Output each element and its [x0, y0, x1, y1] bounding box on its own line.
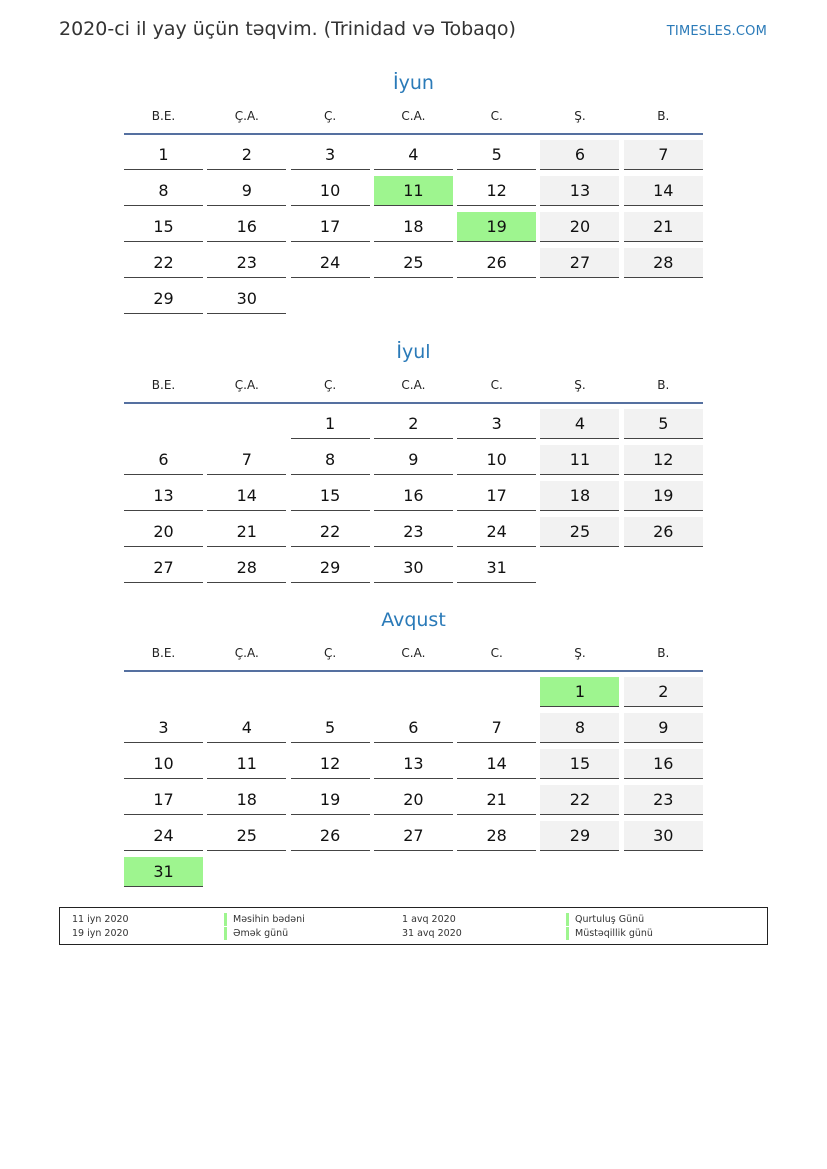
weekday-label: Ç.A. — [234, 646, 259, 660]
day-cell: 4 — [374, 140, 453, 170]
day-cell: 14 — [207, 481, 286, 511]
day-cell: 21 — [624, 212, 703, 242]
day-cell: 14 — [457, 749, 536, 779]
day-cell: 15 — [540, 749, 619, 779]
weekday-label: Ç.A. — [234, 378, 259, 392]
day-cell: 21 — [457, 785, 536, 815]
day-cell: 26 — [624, 517, 703, 547]
weekday-label: B.E. — [151, 378, 176, 392]
day-cell: 8 — [291, 445, 370, 475]
empty-cell — [124, 677, 203, 707]
day-cell: 19 — [291, 785, 370, 815]
day-cell: 13 — [124, 481, 203, 511]
day-cell: 14 — [624, 176, 703, 206]
weekday-label: Ş. — [574, 109, 586, 123]
legend-holiday-name: Müstəqillik günü — [566, 927, 653, 940]
empty-cell — [207, 409, 286, 439]
weekday-header — [124, 375, 703, 404]
holiday-day-cell: 11 — [374, 176, 453, 206]
empty-cell — [291, 677, 370, 707]
day-cell: 11 — [207, 749, 286, 779]
day-cell: 28 — [207, 553, 286, 583]
weekday-label: C. — [490, 646, 503, 660]
legend-holiday-name: Əmək günü — [224, 927, 288, 940]
weekday-label: C.A. — [401, 646, 426, 660]
day-cell: 23 — [624, 785, 703, 815]
legend-holiday-name: Qurtuluş Günü — [566, 913, 644, 926]
day-cell: 27 — [374, 821, 453, 851]
weekday-label: Ç. — [323, 378, 337, 392]
day-cell: 29 — [291, 553, 370, 583]
day-cell: 30 — [207, 284, 286, 314]
legend-date: 1 avq 2020 — [402, 914, 456, 925]
weekday-label: C.A. — [401, 378, 426, 392]
day-cell: 8 — [540, 713, 619, 743]
day-cell: 2 — [207, 140, 286, 170]
day-cell: 25 — [540, 517, 619, 547]
day-cell: 5 — [291, 713, 370, 743]
day-cell: 7 — [457, 713, 536, 743]
day-cell: 4 — [207, 713, 286, 743]
day-cell: 24 — [124, 821, 203, 851]
day-cell: 4 — [540, 409, 619, 439]
day-cell: 20 — [124, 517, 203, 547]
day-cell: 26 — [457, 248, 536, 278]
month-name: İyul — [396, 341, 431, 363]
day-cell: 6 — [374, 713, 453, 743]
day-cell: 18 — [540, 481, 619, 511]
day-cell: 1 — [291, 409, 370, 439]
day-cell: 17 — [124, 785, 203, 815]
weekday-label: B. — [657, 378, 670, 392]
day-grid — [124, 140, 703, 320]
day-cell: 29 — [540, 821, 619, 851]
day-cell: 6 — [540, 140, 619, 170]
day-cell: 21 — [207, 517, 286, 547]
day-cell: 16 — [374, 481, 453, 511]
day-cell: 9 — [374, 445, 453, 475]
site-link[interactable]: TIMESLES.COM — [666, 24, 767, 39]
day-cell: 15 — [291, 481, 370, 511]
day-cell: 16 — [624, 749, 703, 779]
day-cell: 22 — [124, 248, 203, 278]
weekday-label: B. — [657, 109, 670, 123]
day-cell: 24 — [291, 248, 370, 278]
day-cell: 3 — [291, 140, 370, 170]
day-cell: 19 — [624, 481, 703, 511]
day-cell: 29 — [124, 284, 203, 314]
day-cell: 25 — [207, 821, 286, 851]
empty-cell — [207, 677, 286, 707]
day-cell: 30 — [374, 553, 453, 583]
legend-holiday-name: Məsihin bədəni — [224, 913, 305, 926]
day-cell: 7 — [207, 445, 286, 475]
weekday-header — [124, 106, 703, 135]
day-cell: 18 — [207, 785, 286, 815]
weekday-label: B.E. — [151, 109, 176, 123]
day-cell: 10 — [291, 176, 370, 206]
holiday-legend — [59, 907, 768, 945]
empty-cell — [457, 677, 536, 707]
day-cell: 27 — [124, 553, 203, 583]
day-cell: 20 — [540, 212, 619, 242]
day-cell: 5 — [624, 409, 703, 439]
day-cell: 17 — [457, 481, 536, 511]
weekday-label: C. — [490, 378, 503, 392]
day-cell: 22 — [540, 785, 619, 815]
day-cell: 2 — [624, 677, 703, 707]
day-cell: 23 — [207, 248, 286, 278]
day-cell: 25 — [374, 248, 453, 278]
day-cell: 27 — [540, 248, 619, 278]
day-cell: 30 — [624, 821, 703, 851]
day-cell: 12 — [457, 176, 536, 206]
day-cell: 22 — [291, 517, 370, 547]
day-cell: 9 — [207, 176, 286, 206]
day-cell: 23 — [374, 517, 453, 547]
day-cell: 28 — [457, 821, 536, 851]
day-cell: 9 — [624, 713, 703, 743]
legend-date: 31 avq 2020 — [402, 928, 462, 939]
month-name: Avqust — [381, 609, 446, 631]
month-name: İyun — [393, 72, 434, 94]
day-cell: 31 — [457, 553, 536, 583]
day-cell: 1 — [124, 140, 203, 170]
day-grid — [124, 677, 703, 893]
page-title: 2020-ci il yay üçün təqvim. (Trinidad və Tobaqo) — [59, 18, 516, 40]
weekday-label: Ç.A. — [234, 109, 259, 123]
day-cell: 11 — [540, 445, 619, 475]
weekday-label: B. — [657, 646, 670, 660]
day-cell: 3 — [457, 409, 536, 439]
day-cell: 16 — [207, 212, 286, 242]
day-cell: 12 — [291, 749, 370, 779]
day-cell: 17 — [291, 212, 370, 242]
weekday-header — [124, 643, 703, 672]
day-cell: 15 — [124, 212, 203, 242]
day-cell: 13 — [540, 176, 619, 206]
month-june — [124, 70, 703, 320]
day-cell: 12 — [624, 445, 703, 475]
empty-cell — [124, 409, 203, 439]
day-grid — [124, 409, 703, 589]
day-cell: 5 — [457, 140, 536, 170]
weekday-label: C.A. — [401, 109, 426, 123]
day-cell: 8 — [124, 176, 203, 206]
holiday-day-cell: 19 — [457, 212, 536, 242]
month-august — [124, 607, 703, 893]
month-july — [124, 339, 703, 589]
day-cell: 10 — [124, 749, 203, 779]
day-cell: 6 — [124, 445, 203, 475]
day-cell: 10 — [457, 445, 536, 475]
holiday-day-cell: 31 — [124, 857, 203, 887]
day-cell: 18 — [374, 212, 453, 242]
day-cell: 24 — [457, 517, 536, 547]
day-cell: 2 — [374, 409, 453, 439]
legend-date: 19 iyn 2020 — [72, 928, 129, 939]
holiday-day-cell: 1 — [540, 677, 619, 707]
weekday-label: B.E. — [151, 646, 176, 660]
weekday-label: Ş. — [574, 646, 586, 660]
weekday-label: C. — [490, 109, 503, 123]
day-cell: 28 — [624, 248, 703, 278]
weekday-label: Ç. — [323, 109, 337, 123]
day-cell: 13 — [374, 749, 453, 779]
day-cell: 20 — [374, 785, 453, 815]
day-cell: 7 — [624, 140, 703, 170]
weekday-label: Ç. — [323, 646, 337, 660]
day-cell: 3 — [124, 713, 203, 743]
empty-cell — [374, 677, 453, 707]
legend-date: 11 iyn 2020 — [72, 914, 129, 925]
day-cell: 26 — [291, 821, 370, 851]
weekday-label: Ş. — [574, 378, 586, 392]
